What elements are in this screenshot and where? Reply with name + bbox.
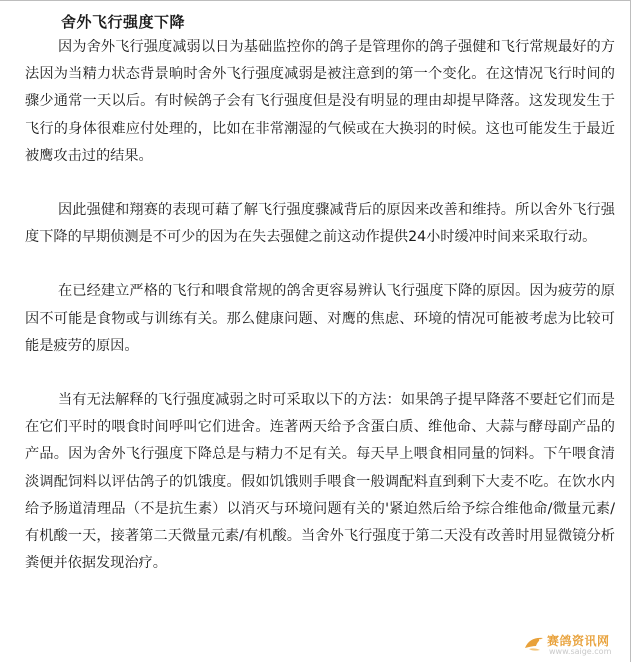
- paragraph-2: 因此强健和翔赛的表现可藉了解飞行强度骤减背后的原因来改善和维持。所以舍外飞行强度下降的早期侦测是不可少的因为在失去强健之前这动作提供24小时缓冲时间来采取行动。: [25, 202, 615, 246]
- paragraph-1: 因为舍外飞行强度减弱以日为基础监控你的鸽子是管理你的鸽子强健和飞行常规最好的方法因为当精力状态背景晌时舍外飞行强度减弱是被注意到的第一个变化。在这情况飞行时间的骤少通常一天以后。有时候鸽子会有飞行强度但是没有明显的理由却提早降落。这发现发生于飞行的身体很难应付处理的，比如在非常潮湿的气候或在大换羽的时候。这也可能发生于最近被鹰攻击过的结果。: [25, 39, 615, 164]
- pigeon-logo-icon: [523, 634, 545, 654]
- paragraph-spacer: [25, 170, 615, 197]
- paragraph-spacer: [25, 360, 615, 387]
- watermark-url: www.saige.com: [549, 647, 612, 656]
- paragraph-4: 当有无法解释的飞行强度减弱之时可采取以下的方法：如果鸽子提早降落不要赶它们而是在它们平时的喂食时间呼叫它们进舍。连著两天给予含蛋白质、维他命、大蒜与酵母副产品的产品。因为舍外飞行强度下降总是与精力不足有关。每天早上喂食相同量的饲料。下午喂食清淡调配饲料以评估鸽子的饥饿度。假如饥饿则手喂食一般调配料直到剩下大麦不吃。在饮水内给予肠道清理品（不是抗生素）以消灭与环境问题有关的'紧迫然后给予综合维他命/微量元素/有机酸一天，接著第二天微量元素/有机酸。当舍外飞行强度于第二天没有改善时用显微镜分析粪便并依据发现治疗。: [25, 392, 615, 572]
- article-title: 舍外飞行强度下降: [61, 13, 186, 31]
- paragraph-spacer: [25, 251, 615, 278]
- site-watermark: [523, 632, 627, 658]
- watermark-site-name: 赛鸽资讯网: [547, 634, 610, 648]
- top-border: [0, 0, 631, 1]
- article: [25, 12, 615, 577]
- paragraph-3: 在已经建立严格的飞行和喂食常规的鸽舍更容易辨认飞行强度下降的原因。因为疲劳的原因不可能是食物或与训练有关。那么健康问题、对鹰的焦虑、环境的情况可能被考虑为比较可能是疲劳的原因。: [25, 283, 615, 354]
